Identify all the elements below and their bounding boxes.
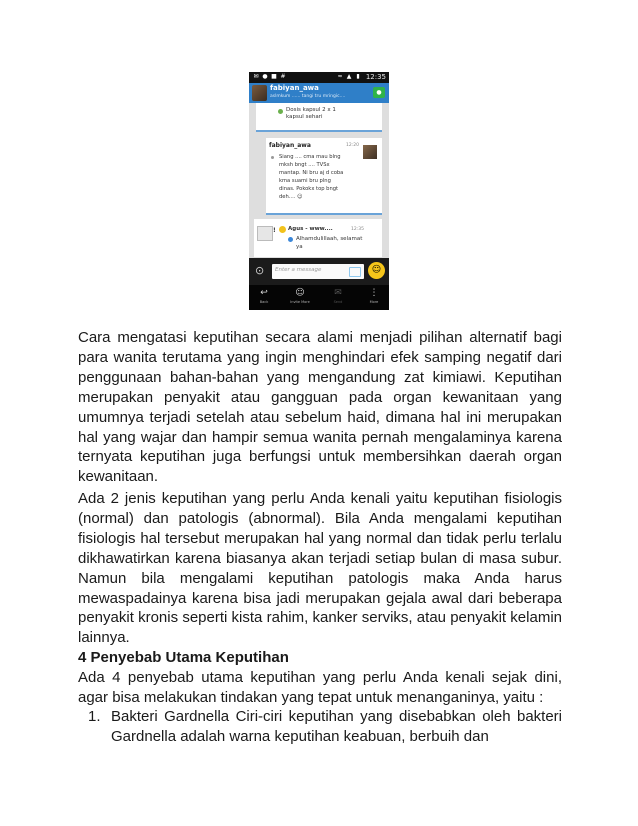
sender-avatar [363,145,377,159]
contact-status: aslmkum ...... tangi tru mringic.... [270,94,346,99]
status-time: 12:35 [365,73,386,81]
signal-icon: ▲ [346,73,352,80]
back-button[interactable]: ↩ Back [249,288,279,305]
notification-icon: ● [262,73,268,80]
shared-image-thumbnail[interactable] [257,226,273,241]
message-time: 12:35 [351,227,364,232]
read-status-icon [278,109,283,114]
battery-icon: ▮ [356,73,360,80]
message-input[interactable] [272,264,364,279]
paragraph-intro: Cara mengatasi keputihan secara alami menjadi pilihan alternatif bagi para wanita terutama yang ingin menghindari efek samping negatif dari penggunaan bahan-bahan yang mengandung zat kimiawi. Keputihan merupakan penyakit atau gangguan pada organ kewanitaan yang umumnya terjadi setelah atau sebelum haid, dimana hal ini merupakan hal yang wajar dan hampir semua wanita pernah mengalaminya karena ternyata keputihan juga berfungsi untuk membersihkan daerah organ kewanitaan. [78,329,562,486]
bottom-nav [249,285,389,310]
contact-avatar [252,85,267,101]
info-icon [288,237,293,242]
message-composer [249,258,389,285]
message-text: Alhamdulillaah, selamat ya [296,236,363,250]
chat-header[interactable] [249,83,389,103]
camera-icon[interactable] [349,267,361,277]
send-icon: ✉ [334,288,342,298]
message-text: Dosis kapsul 2 x 1 kapsul sehari [286,107,336,120]
bullet-icon [271,156,274,159]
send-button[interactable]: ✉ Send [323,288,353,305]
invite-button[interactable]: ☺ Invite More [285,288,315,305]
message-text: Siang .... cma mau blng mksh bngt .... TVSx mantap. Ni bru aj d coba kma suami bru plng dinas. Pokokx top bngt deh.... ☺ [279,154,344,200]
paragraph-causes: Ada 4 penyebab utama keputihan yang perlu Anda kenali sejak dini, agar bisa melakukan tindakan yang tepat untuk menanganinya, yaitu : [78,669,562,706]
status-bar [249,72,389,83]
list-item-text: Bakteri Gardnella Ciri-ciri keputihan yang disebabkan oleh bakteri Gardnella adalah warna keputihan keabuan, berbuih dan [111,708,562,745]
causes-list [88,707,562,747]
paragraph-types: Ada 2 jenis keputihan yang perlu Anda kenali yaitu keputihan fisiologis (normal) dan patologis (abnormal). Bila Anda mengalami keputihan fisiologis hal tersebut merupakan hal yang normal dan tidak perlu terlalu dikhawatirkan karena biasanya akan terjadi setiap bulan di masa subur. Namun bila mengalami keputihan patologis maka Anda harus mewaspadainya karena bisa jadi merupakan gejala awal dari beberapa penyakit kronis seperti kista rahim, kanker serviks, atau penyakit kelamin lainnya. [78,490,562,647]
message-bubble [256,103,382,132]
list-number: 1. [88,708,101,725]
message-sender: fabiyan_awa [269,142,311,149]
list-item [88,707,562,747]
wifi-icon: ≈ [337,73,343,80]
emoticon-button[interactable]: ☺ [368,262,385,279]
message-time: 12:20 [346,143,359,148]
more-icon: ⋮ [369,288,379,298]
more-button[interactable]: ⋮ More [359,288,389,305]
bbm-icon[interactable]: ● [373,87,385,98]
back-arrow-icon: ↩ [260,288,268,298]
invite-icon: ☺ [295,288,305,298]
hash-icon: # [280,73,286,80]
contact-name: fabiyan_awa [270,84,319,92]
app-icon: ■ [271,73,277,80]
message-icon: ✉ [253,73,259,80]
section-heading: 4 Penyebab Utama Keputihan [78,649,289,666]
message-sender: Agus - www.... [288,226,333,232]
message-bubble [266,138,382,215]
attach-icon[interactable]: ⊙ [255,264,265,277]
smiley-icon [279,226,286,233]
message-bubble [254,219,382,257]
alert-icon: ! [273,227,276,234]
chat-screenshot [249,72,389,310]
message-placeholder: Enter a message [275,267,322,273]
